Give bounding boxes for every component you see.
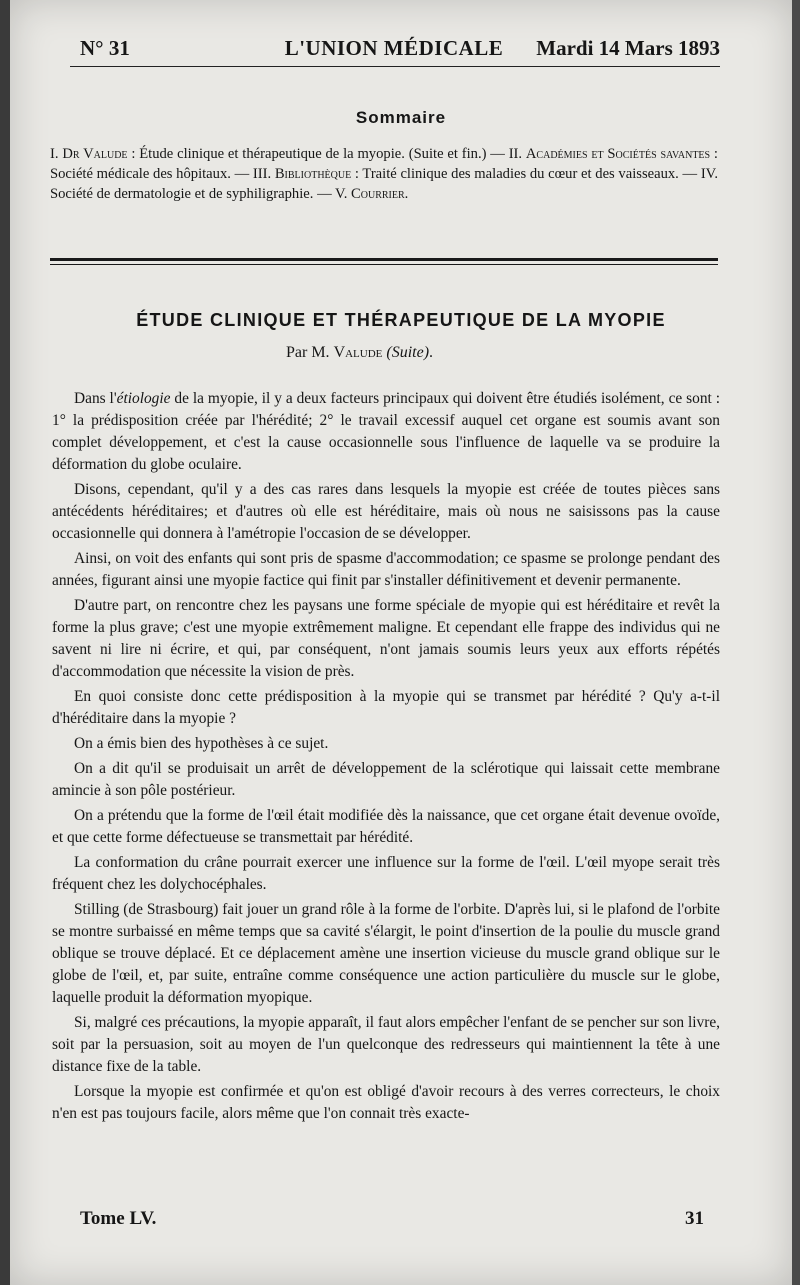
page-footer: [80, 1208, 704, 1234]
paragraph-1: [52, 388, 720, 476]
scan-edge-right: [792, 0, 800, 1285]
sommaire-item-1: : Étude clinique et thérapeutique de la myopie. (Suite et fin.) — II.: [127, 146, 523, 162]
byline-suite: (Suite): [386, 344, 430, 361]
page-number: 31: [685, 1208, 704, 1229]
sommaire-section-bibliotheque: Bibliothèque: [274, 166, 352, 182]
paragraph-1-rest: de la myopie, il y a deux facteurs principaux qui doivent être étudiés isolément, ce sont : 1° la prédisposition créée par l'hérédité; 2° le travail excessif auquel cet organe est soumis avant son complet développement, et c'est la cause occasionnelle sous l'influence de laquelle va se produire la déformation du globe oculaire.: [52, 390, 720, 473]
paragraph-12: Lorsque la myopie est confirmée et qu'on est obligé d'avoir recours à des verres correcteurs, le choix n'en est pas toujours facile, alors même que l'on connait très exacte-: [52, 1083, 720, 1122]
scan-edge-left: [0, 0, 10, 1285]
byline-author: Valude: [333, 344, 383, 361]
byline-suffix: .: [429, 344, 434, 361]
volume-label: Tome LV.: [80, 1208, 157, 1229]
byline-prefix: Par M.: [286, 344, 330, 361]
sommaire-section-courrier: Courrier: [351, 186, 405, 202]
paragraph-3: Ainsi, on voit des enfants qui sont pris de spasme d'accommodation; ce spasme se prolonge pendant des années, figurant ainsi une myopie factice qui finit par s'installer définitivement et devenir permanente.: [52, 550, 720, 589]
page-header: [68, 36, 720, 64]
paragraph-1-start: Dans l': [74, 390, 117, 407]
sommaire-roman-1: I.: [50, 146, 59, 162]
paragraph-9: La conformation du crâne pourrait exercer une influence sur la forme de l'œil. L'œil myope serait très fréquent chez les dolychocéphales.: [52, 854, 720, 893]
paragraph-11: Si, malgré ces précautions, la myopie apparaît, il faut alors empêcher l'enfant de se pencher sur son livre, soit par la persuasion, soit au moyen de l'un quelconque des redresseurs qui maintiennent la tête à une distance fixe de la table.: [52, 1014, 720, 1075]
article-title: ÉTUDE CLINIQUE ET THÉRAPEUTIQUE DE LA MYOPIE: [136, 310, 666, 330]
article-byline: [286, 344, 433, 362]
journal-page: [10, 0, 792, 1285]
paragraph-7: On a dit qu'il se produisait un arrêt de développement de la sclérotique qui laissait cette membrane amincie à son pôle postérieur.: [52, 760, 720, 799]
paragraph-8: On a prétendu que la forme de l'œil était modifiée dès la naissance, que cet organe était devenue ovoïde, et que cette forme défectueuse se transmettait par hérédité.: [52, 807, 720, 846]
sommaire-end: .: [404, 186, 409, 202]
header-rule: [70, 66, 720, 67]
paragraph-1-emphasis: étiologie: [116, 390, 171, 407]
sommaire-item-3: : Traité clinique des maladies du cœur et des vaisseaux. — IV. Société de dermatologie et de syphiligraphie. — V.: [50, 166, 718, 202]
paragraph-10: Stilling (de Strasbourg) fait jouer un grand rôle à la forme de l'orbite. D'après lui, si le plafond de l'orbite se montre surbaissé en même temps que sa cavité s'élargit, le point d'insertion de la poulie du muscle grand oblique se trouve déplacé. Et ce déplacement amène une insertion vicieuse du muscle grand oblique sur le globe de l'œil, et, par suite, entraîne comme conséquence une action particulière du muscle sur le globe, laquelle produit la déformation myopique.: [52, 901, 720, 1006]
journal-title: L'UNION MÉDICALE: [284, 36, 504, 60]
article-body: [52, 388, 720, 1128]
sommaire-author: Dr Valude: [62, 146, 128, 162]
sommaire-heading: Sommaire: [355, 108, 447, 127]
section-rule-thick: [50, 258, 718, 261]
section-rule-thin: [50, 264, 718, 265]
sommaire-contents: [50, 144, 718, 204]
paragraph-2: Disons, cependant, qu'il y a des cas rares dans lesquels la myopie est créée de toutes pièces sans antécédents héréditaires; et d'autres où elle est héréditaire, mais où nous ne saisissons pas la cause occasionnelle qui donnera à l'amétropie l'occasion de se développer.: [52, 481, 720, 542]
sommaire-section-academies: Académies et Sociétés savantes: [525, 146, 711, 162]
sommaire-item-2: : Société médicale des hôpitaux. — III.: [50, 146, 718, 182]
paragraph-6: On a émis bien des hypothèses à ce sujet.: [74, 735, 329, 752]
paragraph-5: En quoi consiste donc cette prédisposition à la myopie qui se transmet par hérédité ? Qu'y a-t-il d'héréditaire dans la myopie ?: [52, 688, 720, 727]
issue-date: Mardi 14 Mars 1893: [536, 36, 720, 60]
issue-number: N° 31: [80, 36, 130, 60]
paragraph-4: D'autre part, on rencontre chez les paysans une forme spéciale de myopie qui est héréditaire et revêt la forme la plus grave; c'est une myopie extrêmement maligne. Et cependant elle frappe des individus qui ne savent ni lire ni écrire, et qui, par conséquent, n'ont jamais soumis leurs yeux aux efforts répétés d'accommodation que nécessite la vision de près.: [52, 597, 720, 680]
